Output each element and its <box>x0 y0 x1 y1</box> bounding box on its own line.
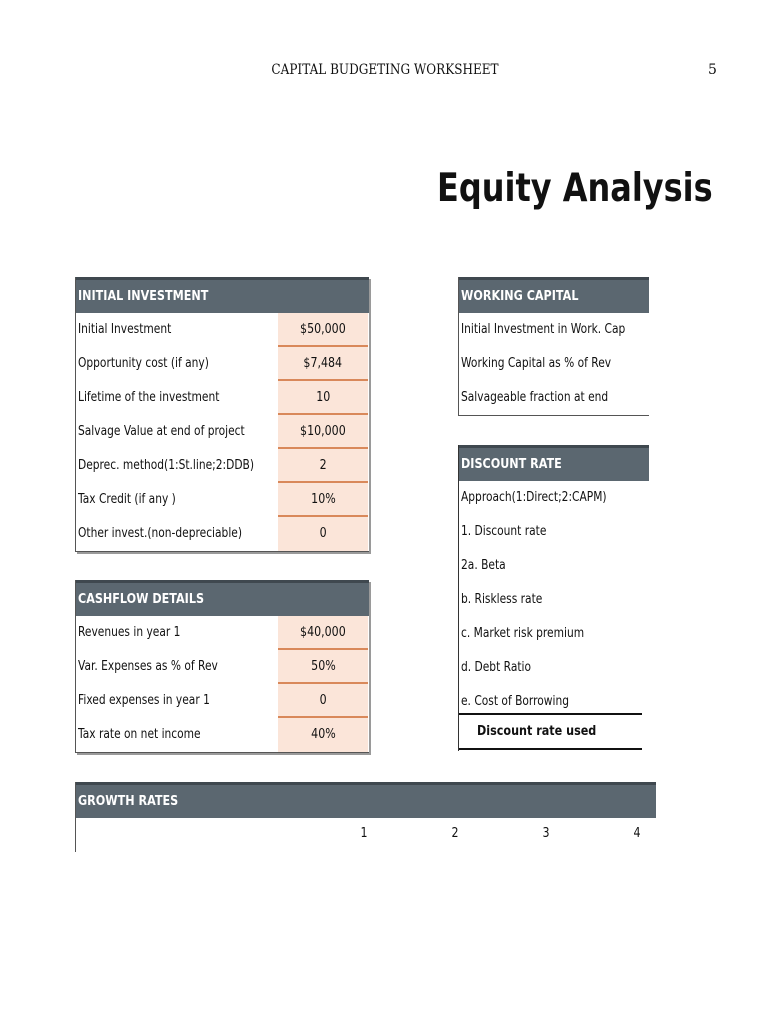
table-row: Initial Investment $50,000 <box>76 313 369 347</box>
growth-year-axis <box>76 818 642 850</box>
table-row: Tax Credit (if any ) 10% <box>76 483 369 517</box>
table-row: Working Capital as % of Rev <box>461 356 612 371</box>
initial-investment-block <box>75 277 369 552</box>
header-title: CAPITAL BUDGETING WORKSHEET <box>271 62 499 78</box>
fixed-expenses-value[interactable]: 0 <box>278 684 368 718</box>
tax-credit-value[interactable]: 10% <box>278 483 368 517</box>
table-row: Other invest.(non-depreciable) 0 <box>76 517 369 551</box>
tax-rate-value[interactable]: 40% <box>278 718 368 752</box>
table-row: Fixed expenses in year 1 0 <box>76 684 369 718</box>
table-row: 1. Discount rate <box>461 524 547 539</box>
table-row: e. Cost of Borrowing <box>461 694 569 709</box>
growth-year-label: 1 <box>360 826 368 841</box>
table-row: 2a. Beta <box>461 558 506 573</box>
table-row: Opportunity cost (if any) $7,484 <box>76 347 369 381</box>
table-row: Revenues in year 1 $40,000 <box>76 616 369 650</box>
growth-rates-block <box>75 782 656 852</box>
growth-rates-header: GROWTH RATES <box>76 782 656 818</box>
page-number: 5 <box>708 62 717 78</box>
opportunity-cost-value[interactable]: $7,484 <box>278 347 368 381</box>
table-row: Var. Expenses as % of Rev 50% <box>76 650 369 684</box>
working-capital-header: WORKING CAPITAL <box>459 277 649 313</box>
growth-year-label: 2 <box>451 826 459 841</box>
table-row: Deprec. method(1:St.line;2:DDB) 2 <box>76 449 369 483</box>
var-expenses-value[interactable]: 50% <box>278 650 368 684</box>
table-row: Salvageable fraction at end <box>459 381 649 416</box>
cashflow-details-block <box>75 580 369 753</box>
lifetime-value[interactable]: 10 <box>278 381 368 415</box>
growth-year-label: 3 <box>542 826 550 841</box>
initial-investment-header: INITIAL INVESTMENT <box>76 277 369 313</box>
main-title: Equity Analysis <box>437 166 713 211</box>
growth-year-label: 4 <box>633 826 641 841</box>
table-row: d. Debt Ratio <box>461 660 532 675</box>
discount-rate-header: DISCOUNT RATE <box>459 445 649 481</box>
other-invest-value[interactable]: 0 <box>278 517 368 551</box>
revenues-value[interactable]: $40,000 <box>278 616 368 650</box>
table-row: Tax rate on net income 40% <box>76 718 369 752</box>
table-row: Lifetime of the investment 10 <box>76 381 369 415</box>
table-row: Approach(1:Direct;2:CAPM) <box>461 490 607 505</box>
discount-rate-used-row: Discount rate used <box>459 713 642 750</box>
salvage-value[interactable]: $10,000 <box>278 415 368 449</box>
table-row: Initial Investment in Work. Cap <box>461 322 626 337</box>
table-row: b. Riskless rate <box>461 592 543 607</box>
table-row: c. Market risk premium <box>461 626 585 641</box>
deprec-method-value[interactable]: 2 <box>278 449 368 483</box>
discount-rate-block <box>458 445 649 751</box>
table-row: Salvage Value at end of project $10,000 <box>76 415 369 449</box>
cashflow-details-header: CASHFLOW DETAILS <box>76 580 369 616</box>
initial-investment-value[interactable]: $50,000 <box>278 313 368 347</box>
working-capital-block <box>458 277 649 416</box>
